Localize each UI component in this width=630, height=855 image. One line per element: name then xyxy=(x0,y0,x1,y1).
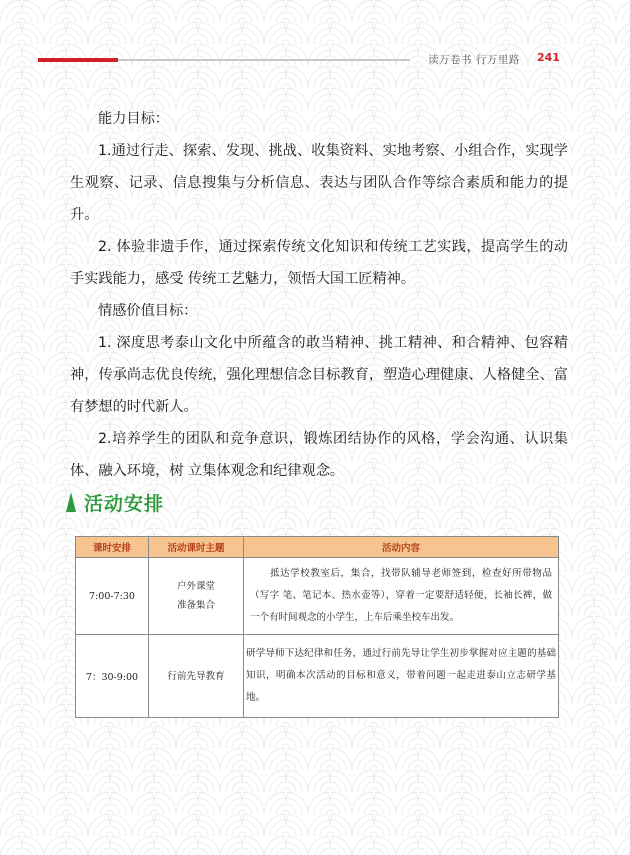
emotional-goals-heading: 情感价值目标： xyxy=(98,303,198,319)
theme-line: 准备集合 xyxy=(176,600,215,611)
paragraph: 1. 深度思考泰山文化中所蕴含的敢当精神、挑工精神、和合精神、包容精神，传承尚志优良传统，强化理想信念目标教育，塑造心理健康、人格健全、富有梦想的时代新人。 xyxy=(70,335,568,415)
page-header xyxy=(0,0,630,70)
page-number: 241 xyxy=(537,51,560,64)
running-title: 读万卷书 行万里路 xyxy=(428,54,520,66)
theme-line: 户外课堂 xyxy=(176,581,215,592)
paragraph: 2. 体验非遗手作，通过探索传统文化知识和传统工艺实践，提高学生的动手实践能力，感受 传统工艺魅力，领悟大国工匠精神。 xyxy=(70,239,568,287)
table-row xyxy=(76,635,559,718)
time-cell: 7:00-7:30 xyxy=(76,558,149,635)
ability-goals-heading: 能力目标： xyxy=(98,111,169,127)
table-row xyxy=(76,558,559,635)
section-title: 活动安排 xyxy=(84,492,165,515)
theme-cell xyxy=(149,558,244,635)
content-cell: 研学导师下达纪律和任务，通过行前先导让学生初步掌握对应主题的基础知识，明确本次活动的目标和意义，带着问题一起走进泰山立志研学基地。 xyxy=(244,635,559,718)
section-heading xyxy=(66,487,164,517)
column-header-content: 活动内容 xyxy=(244,537,559,558)
header-rule xyxy=(118,59,410,61)
column-header-theme: 活动课时主题 xyxy=(149,537,244,558)
paragraph: 1.通过行走、探索、发现、挑战、收集资料、实地考察、小组合作，实现学生观察、记录、信息搜集与分析信息、表达与团队合作等综合素质和能力的提升。 xyxy=(70,143,568,223)
body-text xyxy=(70,103,568,487)
content-cell: 抵达学校教室后，集合，找带队辅导老师签到，检查好所带物品（写字 笔、笔记本、热水壶等），穿着一定要舒适轻便，长袖长裤，做一个有时间观念的小学生，上车后乘坐校车出发。 xyxy=(244,558,559,635)
header-accent-bar xyxy=(38,58,118,62)
time-cell: 7：30-9:00 xyxy=(76,635,149,718)
theme-cell: 行前先导教育 xyxy=(149,635,244,718)
table-header-row xyxy=(76,537,559,558)
column-header-time: 课时安排 xyxy=(76,537,149,558)
triangle-icon xyxy=(66,492,76,512)
schedule-table xyxy=(75,536,559,718)
paragraph: 2.培养学生的团队和竞争意识，锻炼团结协作的风格，学会沟通、认识集体、融入环境，树 立集体观念和纪律观念。 xyxy=(70,431,568,479)
